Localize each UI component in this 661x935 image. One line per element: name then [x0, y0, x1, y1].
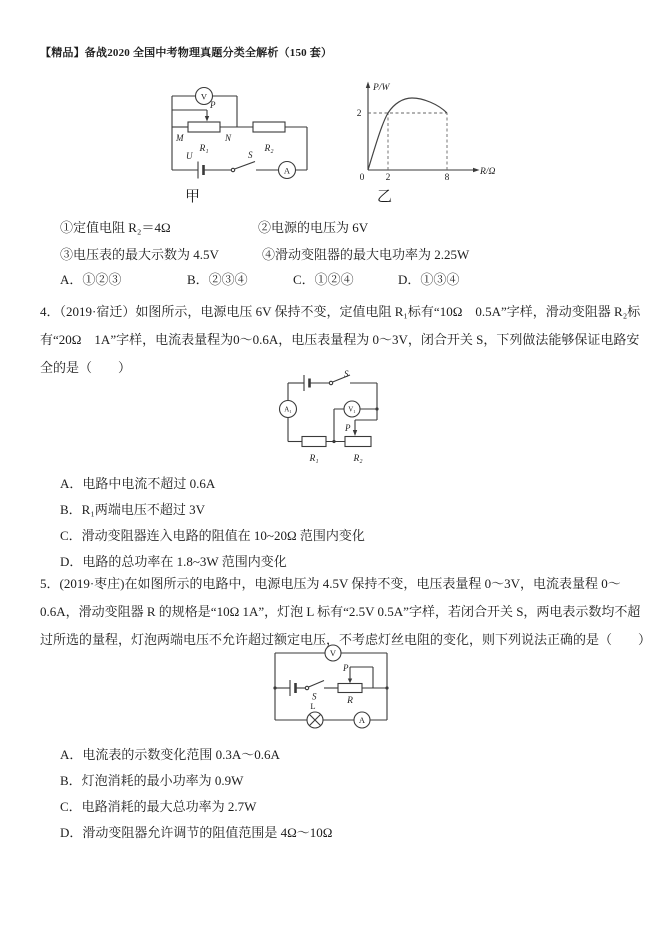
ammeter-label: A [283, 165, 291, 176]
slider-p-label: P [210, 100, 216, 110]
r2-label: R₂ [353, 454, 363, 464]
q4-option-c: C．滑动变阻器连入电路的阻值在 10~20Ω 范围内变化 [60, 528, 365, 543]
slider-p-label: P [343, 663, 349, 673]
voltmeter-label: V [200, 91, 208, 102]
q4-option-a: A．电路中电流不超过 0.6A [60, 476, 216, 491]
slider-wire [172, 110, 207, 119]
wire [275, 653, 387, 720]
document-header: 【精品】备战2020 全国中考物理真题分类全解析（150 套） [40, 47, 333, 59]
y-axis-arrow-icon [366, 82, 370, 89]
voltmeter-label: V [329, 648, 337, 658]
q5-option-c: C．电路消耗的最大总功率为 2.7W [60, 799, 257, 814]
slider-arrow-icon [205, 116, 209, 122]
switch-blade [235, 162, 255, 170]
battery-u-label: U [186, 151, 193, 161]
wire [355, 383, 377, 431]
r-label: R [347, 696, 353, 706]
question-5-line: 5．(2019·枣庄)在如图所示的电路中，电源电压为 4.5V 保持不变，电压表量程 0～3V，电流表量程 0～ [40, 576, 621, 591]
y-axis-label: P/W [373, 83, 390, 93]
junction-dot [385, 686, 388, 689]
ammeter-label: A [358, 715, 366, 725]
circuit-figure-q5 [260, 642, 410, 744]
origin-tick: 0 [359, 173, 365, 183]
ammeter-a1-label: A₁ [284, 405, 292, 414]
switch-s-label: S [248, 150, 253, 160]
terminal-m-label: M [176, 133, 184, 143]
power-resistance-graph [345, 76, 515, 191]
q5-option-d: D．滑动变阻器允许调节的阻值范围是 4Ω～10Ω [60, 825, 333, 840]
q4-option-b: B．R₁两端电压不超过 3V [60, 502, 206, 517]
rheostat-r-symbol [338, 684, 362, 693]
statement-3: ③电压表的最大示数为 4.5V [60, 247, 219, 262]
switch-s-label: S [344, 369, 349, 379]
lamp-l-label: L [310, 701, 316, 711]
question-4-line: 有“20Ω 1A”字样，电流表量程为0～0.6A，电压表量程为 0～3V，闭合开关 S，下列做法能够保证电路安 [40, 332, 640, 347]
junction-dot [273, 686, 276, 689]
question-5-line: 0.6A，滑动变阻器 R 的规格是“10Ω 1A”，灯泡 L 标有“2.5V 0.5A”字样，若闭合开关 S，两电表示数均不超 [40, 604, 641, 619]
switch-contact [329, 381, 332, 384]
switch-contact [231, 168, 234, 171]
q5-option-b: B．灯泡消耗的最小功率为 0.9W [60, 773, 244, 788]
r1-label: R₁ [309, 454, 319, 464]
lamp-cross [309, 714, 320, 725]
r1-label: R₁ [199, 144, 209, 154]
caption-jia: 甲 [185, 189, 201, 205]
y-tick-2: 2 [356, 109, 362, 119]
r2-label: R₂ [264, 144, 274, 154]
x-axis-label: R/Ω [480, 167, 496, 177]
wire [285, 127, 307, 170]
statement-2: ②电源的电压为 6V [258, 220, 369, 235]
question-5-line: 过所选的量程，灯泡两端电压不允许超过额定电压，不考虑灯丝电阻的变化，则下列说法正确的是（ ） [40, 632, 652, 647]
slider-arrow-icon [353, 430, 357, 436]
circuit-figure-jia [140, 78, 340, 190]
caption-yi: 乙 [377, 189, 393, 205]
q5-option-a: A．电流表的示数变化范围 0.3A～0.6A [60, 747, 280, 762]
voltmeter-lead [334, 409, 344, 441]
q3-option-a: A．①②③ [60, 272, 122, 287]
rheostat-r1-symbol [188, 122, 220, 132]
statement-4: ④滑动变阻器的最大电功率为 2.25W [262, 247, 470, 262]
resistor-r1-symbol [302, 437, 326, 447]
q4-option-d: D．电路的总功率在 1.8~3W 范围内变化 [60, 554, 287, 569]
rheostat-r2-symbol [345, 437, 371, 447]
slider-p-label: P [345, 423, 351, 433]
q3-option-d: D．①③④ [398, 272, 460, 287]
switch-blade [309, 681, 324, 688]
junction-dot [332, 440, 335, 443]
question-4-line: 4．（2019·宿迁）如图所示，电源电压 6V 保持不变，定值电阻 R₁标有“10Ω 0.5A”字样，滑动变阻器 R₂标 [40, 304, 641, 319]
power-curve [368, 98, 447, 170]
x-axis-arrow-icon [473, 168, 480, 172]
terminal-n-label: N [225, 133, 232, 143]
voltmeter-v1-label: V₁ [348, 405, 356, 414]
question-4-line: 全的是（ ） [40, 360, 132, 375]
statement-1: ①定值电阻 R₂＝4Ω [60, 220, 171, 235]
switch-contact [305, 686, 308, 689]
q3-option-c: C．①②④ [293, 272, 354, 287]
resistor-r2-symbol [253, 122, 285, 132]
circuit-figure-q4 [260, 370, 420, 472]
x-tick-8: 8 [444, 173, 450, 183]
slider-arrow-icon [348, 679, 352, 684]
q3-option-b: B．②③④ [187, 272, 248, 287]
junction-dot [375, 407, 378, 410]
switch-s-label: S [312, 691, 317, 702]
x-tick-2: 2 [385, 173, 391, 183]
